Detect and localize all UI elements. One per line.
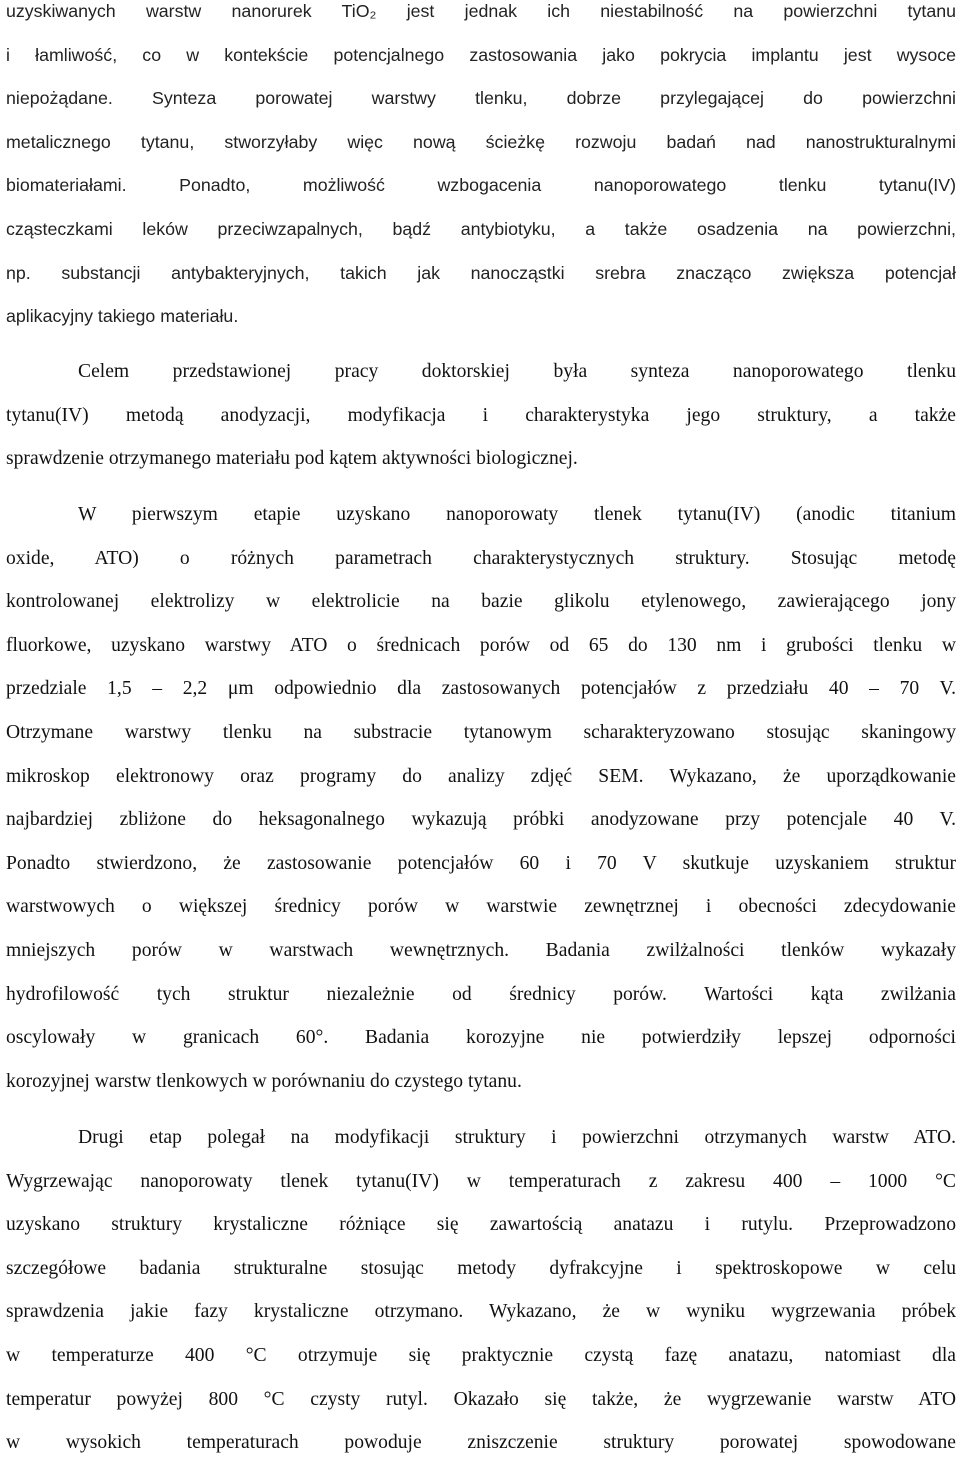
text-line: oxide, ATO) o różnych parametrach charakterystycznych struktury. Stosując metodę — [6, 547, 956, 569]
text-line: w wysokich temperaturach powoduje zniszczenie struktury porowatej spowodowane — [6, 1432, 956, 1454]
paragraph-3 — [6, 493, 956, 1103]
text-line: uzyskiwanych warstw nanorurek TiO₂ jest jednak ich niestabilność na powierzchni tytanu — [6, 1, 956, 21]
text-line: oscylowały w granicach 60°. Badania korozyjne nie potwierdziły lepszej odporności — [6, 1027, 956, 1049]
paragraph-2 — [6, 350, 956, 481]
text-line: w temperaturze 400 °C otrzymuje się praktycznie czystą fazę anatazu, natomiast dla — [6, 1344, 956, 1366]
paragraph-1 — [6, 0, 956, 339]
text-line: kontrolowanej elektrolizy w elektrolicie na bazie glikolu etylenowego, zawierającego jony — [6, 591, 956, 613]
text-line: biomateriałami. Ponadto, możliwość wzbogacenia nanoporowatego tlenku tytanu(IV) — [6, 175, 956, 196]
text-line: niepożądane. Synteza porowatej warstwy tlenku, dobrze przylegającej do powierzchni — [6, 88, 956, 109]
text-line: warstwowych o większej średnicy porów w warstwie zewnętrznej i obecności zdecydowanie — [6, 896, 956, 918]
text-line: Otrzymane warstwy tlenku na substracie tytanowym scharakteryzowano stosując skaningowy — [6, 721, 956, 743]
text-line: W pierwszym etapie uzyskano nanoporowaty tlenek tytanu(IV) (anodic titanium — [78, 504, 956, 525]
text-line: Drugi etap polegał na modyfikacji struktury i powierzchni otrzymanych warstw ATO. — [78, 1127, 956, 1148]
text-line: mikroskop elektronowy oraz programy do analizy zdjęć SEM. Wykazano, że uporządkowanie — [6, 765, 956, 787]
text-line: tytanu(IV) metodą anodyzacji, modyfikacja i charakterystyka jego struktury, a także — [6, 404, 956, 426]
text-line: mniejszych porów w warstwach wewnętrznych. Badania zwilżalności tlenków wykazały — [6, 939, 956, 961]
text-line: sprawdzenia jakie fazy krystaliczne otrzymano. Wykazano, że w wyniku wygrzewania próbek — [6, 1301, 956, 1323]
text-line: najbardziej zbliżone do heksagonalnego wykazują próbki anodyzowane przy potencjale 40 V. — [6, 809, 956, 831]
text-line: i łamliwość, co w kontekście potencjalnego zastosowania jako pokrycia implantu jest wysoce — [6, 44, 956, 65]
text-line: Ponadto stwierdzono, że zastosowanie potencjałów 60 i 70 V skutkuje uzyskaniem struktur — [6, 852, 956, 874]
text-line: Celem przedstawionej pracy doktorskiej była synteza nanoporowatego tlenku — [78, 361, 956, 382]
text-line: np. substancji antybakteryjnych, takich jak nanocząstki srebra znacząco zwiększa potencjał — [6, 262, 956, 283]
text-line: uzyskano struktury krystaliczne różniące się zawartością anatazu i rutylu. Przeprowadzono — [6, 1214, 956, 1236]
text-line: fluorkowe, uzyskano warstwy ATO o średnicach porów od 65 do 130 nm i grubości tlenku w — [6, 634, 956, 656]
text-line: cząsteczkami leków przeciwzapalnych, bądź antybiotyku, a także osadzenia na powierzchni, — [6, 218, 956, 239]
text-line: korozyjnej warstw tlenkowych w porównaniu do czystego tytanu. — [6, 1070, 522, 1092]
text-line: aplikacyjny takiego materiału. — [6, 306, 239, 327]
text-line: temperatur powyżej 800 °C czysty rutyl. Okazało się także, że wygrzewanie warstw ATO — [6, 1388, 956, 1410]
text-line: sprawdzenie otrzymanego materiału pod kątem aktywności biologicznej. — [6, 448, 578, 470]
text-line: szczegółowe badania strukturalne stosując metody dyfrakcyjne i spektroskopowe w celu — [6, 1257, 956, 1279]
paragraph-4 — [6, 1116, 956, 1465]
text-line: Wygrzewając nanoporowaty tlenek tytanu(IV) w temperaturach z zakresu 400 – 1000 °C — [6, 1170, 956, 1192]
text-line: hydrofilowość tych struktur niezależnie od średnicy porów. Wartości kąta zwilżania — [6, 983, 956, 1005]
text-line: przedziale 1,5 – 2,2 μm odpowiednio dla zastosowanych potencjałów z przedziału 40 – 70 V. — [6, 678, 956, 700]
text-line: metalicznego tytanu, stworzyłaby więc nową ścieżkę rozwoju badań nad nanostrukturalnymi — [6, 131, 956, 152]
